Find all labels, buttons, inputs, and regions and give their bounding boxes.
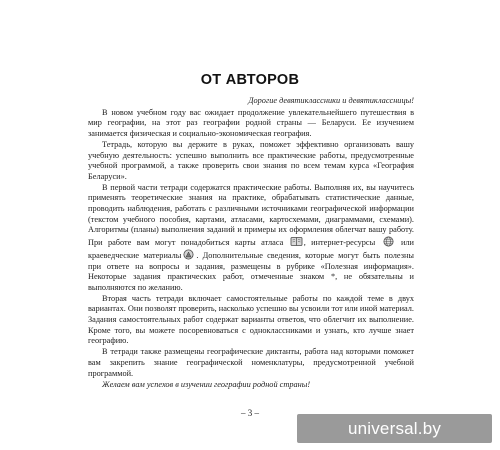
practical-text-1: В первой части тетради содержатся практические работы. Выполняя их, вы научитесь применять теоретические знания на практике, обрабатывать статистические данные, проводить наблюдения, работать с различными источниками географической информации (текстом учебного пособия, картами, атласами, картосхемами, диаграммами, схемами). Алгоритмы (планы) выполнения заданий и примеры их оформления облегчат вашу работу. При работе вам могут понадобиться карты атласа <box>88 182 414 248</box>
closing-wish: Желаем вам успехов в изучении географии родной страны! <box>102 380 311 390</box>
page-number: – 3 – <box>241 408 259 418</box>
body-text <box>88 96 414 391</box>
practical-text-2: , интернет-ресурсы <box>303 238 376 248</box>
internet-globe-icon <box>382 236 395 247</box>
greeting: Дорогие девятиклассники и девятиклассницы! <box>248 96 414 105</box>
paragraph-self-work: Вторая часть тетради включает самостоятельные работы по каждой теме в двух вариантах. Они позволят проверить, насколько успешно вы усвоили тот или иной материал. Задания самостоятельных работ содержат варианты ответов, что облегчит их выполнение. Кроме того, вы можете посоревноваться с одноклассниками и узнать, кто лучше знает географию. <box>88 293 414 346</box>
page-title: ОТ АВТОРОВ <box>200 72 300 88</box>
practical-text-3: или краеведческие материалы <box>88 238 414 260</box>
paragraph-workbook: Тетрадь, которую вы держите в руках, поможет эффективно организовать вашу учебную деятельность: успешно выполнить все практические работы, предусмотренные учебной программой, а также проверить свои знания по всем темам курса «География Беларуси». <box>88 139 414 181</box>
atlas-icon <box>290 236 303 247</box>
site-watermark: universal.by <box>297 414 492 443</box>
paragraph-dictations: В тетради также размещены географические диктанты, работа над которыми поможет вам закрепить знание географической номенклатуры, предусмотренной учебной программой. <box>88 347 414 378</box>
paragraph-intro: В новом учебном году вас ожидает продолжение увлекательнейшего путешествия в мир географии, на этот раз географии родной страны — Беларуси. Ее изучением занимается физическая и социально-экономическая география. <box>88 107 414 139</box>
paragraph-practical <box>88 183 414 294</box>
practical-text-4: . Дополнительные сведения, которые могут быть полезны при ответе на вопросы и задания, размещены в рубрике «Полезная информация». Некоторые задания практических работ, отмеченные знаком *, не обязательны и выполняются по желанию. <box>88 250 414 292</box>
local-history-icon <box>182 249 195 260</box>
